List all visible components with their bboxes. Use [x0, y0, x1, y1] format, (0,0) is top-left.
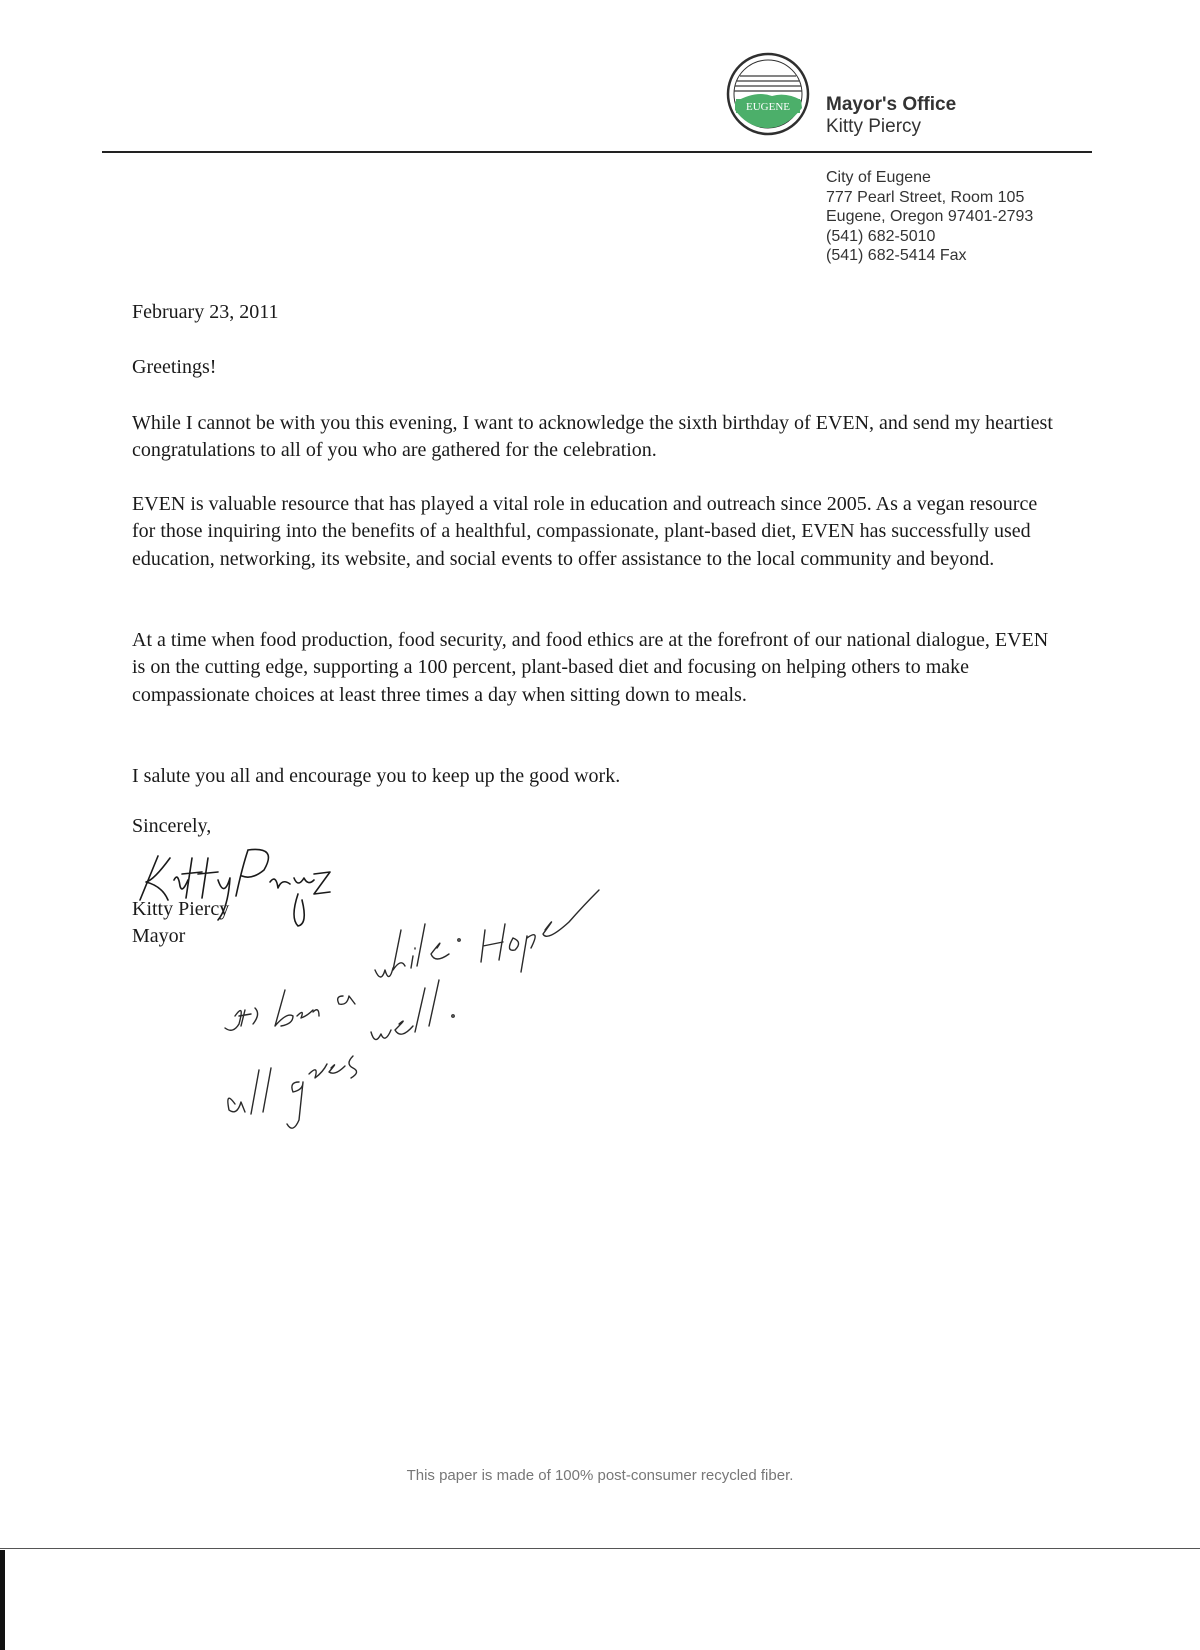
letter-paragraph: While I cannot be with you this evening, I want to acknowledge the sixth birthday of EVEN, and send my heartiest congratulations to all of you who are gathered for the celebration.	[132, 412, 1053, 462]
office-title: Mayor's Office	[826, 94, 957, 115]
letter-greeting: Greetings!	[132, 356, 217, 378]
address-line: City of Eugene	[826, 169, 931, 186]
scan-edge	[0, 1550, 5, 1650]
signer-title: Mayor	[132, 925, 186, 947]
office-name: Kitty Piercy	[826, 116, 922, 137]
phone-line: (541) 682-5010	[826, 227, 936, 245]
address-line: Eugene, Oregon 97401-2793	[826, 208, 1034, 226]
handwritten-note	[215, 820, 655, 1140]
recycled-paper-note: This paper is made of 100% post-consumer recycled fiber.	[406, 1467, 794, 1484]
letter-date: February 23, 2011	[132, 301, 279, 323]
letter-paragraph: At a time when food production, food security, and food ethics are at the forefront of our national dialogue, EVEN is on the cutting edge, supporting a 100 percent, plant-based diet and focusing on helping others to make compassionate choices at least three times a day when sitting down to meals.	[132, 629, 1049, 706]
bottom-divider	[0, 1548, 1200, 1549]
letter-closing: Sincerely,	[132, 815, 212, 837]
signer-name: Kitty Piercy	[132, 898, 230, 920]
city-of-eugene-logo	[726, 52, 810, 136]
fax-line: (541) 682-5414 Fax	[826, 247, 967, 265]
header-divider	[102, 151, 1092, 153]
letter-paragraph: EVEN is valuable resource that has played a vital role in education and outreach since 2005. As a vegan resource for those inquiring into the benefits of a healthful, compassionate, plant-based diet, EVEN has successfully used education, networking, its website, and social events to offer assistance to the local community and beyond.	[132, 493, 1038, 570]
logo-text: EUGENE	[746, 101, 790, 113]
address-line: 777 Pearl Street, Room 105	[826, 188, 1025, 206]
letter-paragraph: I salute you all and encourage you to keep up the good work.	[132, 765, 621, 787]
return-address	[826, 168, 1033, 266]
